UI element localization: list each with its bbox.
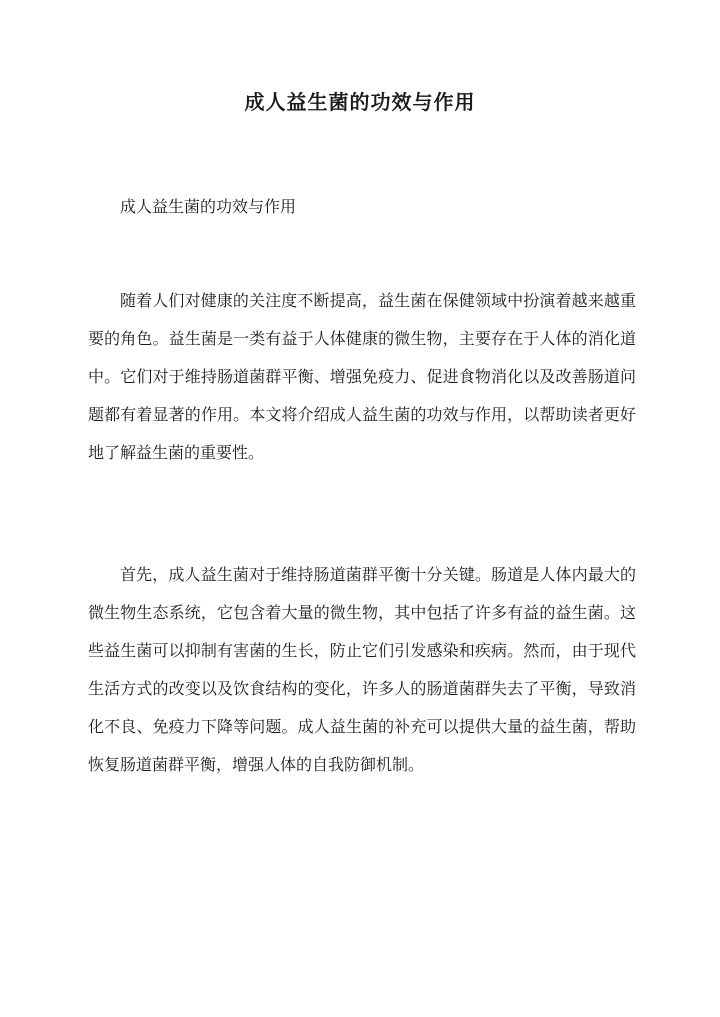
- intro-paragraph: 随着人们对健康的关注度不断提高，益生菌在保健领域中扮演着越来越重要的角色。益生菌是一类有益于人体健康的微生物，主要存在于人体的消化道中。它们对于维持肠道菌群平衡、增强免疫力、促进食物消化以及改善肠道问题都有着显著的作用。本文将介绍成人益生菌的功效与作用，以帮助读者更好地了解益生菌的重要性。: [88, 291, 636, 462]
- section-heading-paragraph: 成人益生菌的功效与作用: [120, 197, 297, 216]
- first-point-paragraph: 首先，成人益生菌对于维持肠道菌群平衡十分关键。肠道是人体内最大的微生物生态系统，它包含着大量的微生物，其中包括了许多有益的益生菌。这些益生菌可以抑制有害菌的生长，防止它们引发感染和疾病。然而，由于现代生活方式的改变以及饮食结构的变化，许多人的肠道菌群失去了平衡，导致消化不良、免疫力下降等问题。成人益生菌的补充可以提供大量的益生菌，帮助恢复肠道菌群平衡，增强人体的自我防御机制。: [88, 565, 636, 774]
- document-title: 成人益生菌的功效与作用: [244, 90, 476, 114]
